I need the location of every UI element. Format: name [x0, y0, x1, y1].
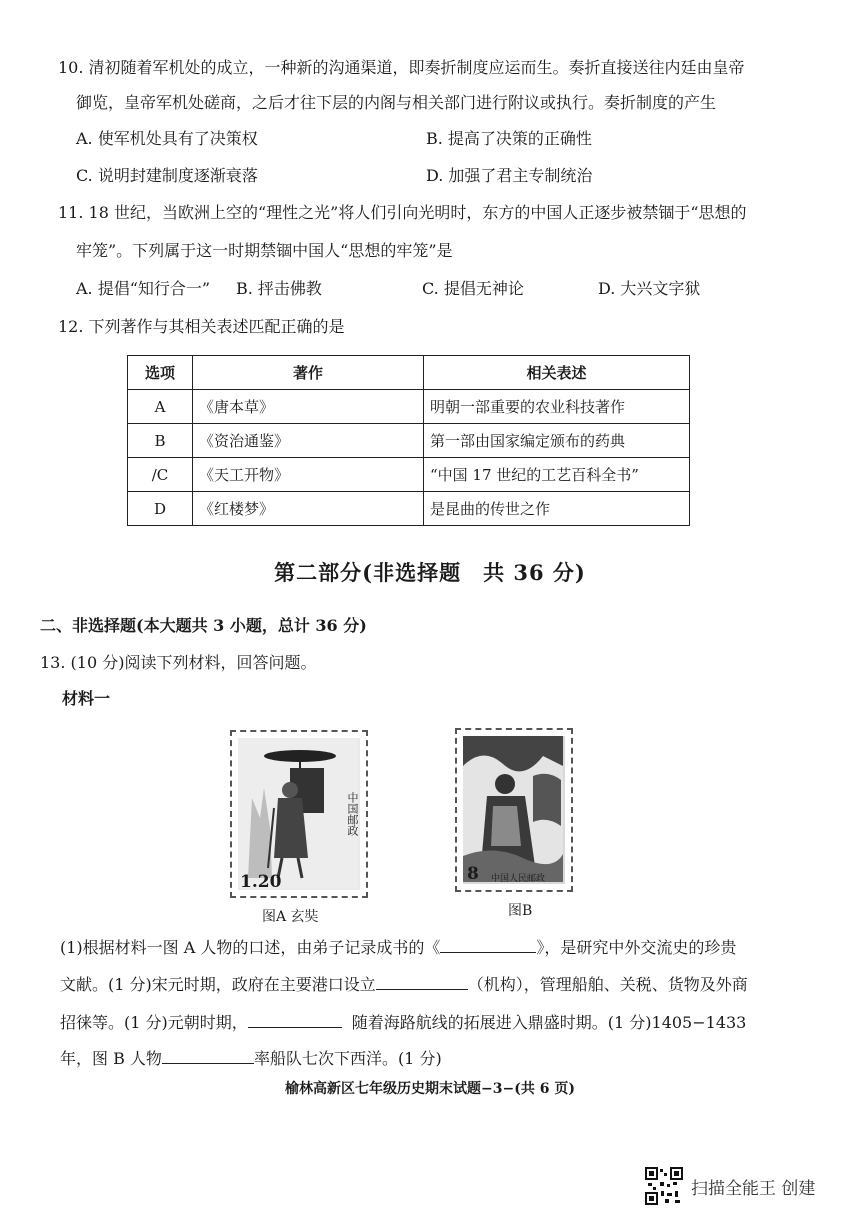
q12-stem: 12. 下列著作与其相关表述匹配正确的是: [58, 317, 345, 336]
table-cell-description: 明朝一部重要的农业科技著作: [424, 390, 690, 424]
table-cell-option: D: [128, 492, 193, 526]
q10-option-d: D. 加强了君主专制统治: [426, 166, 593, 185]
q10-line1: 10. 清初随着军机处的成立，一种新的沟通渠道，即奏折制度应运而生。奏折直接送往内廷由皇帝: [58, 58, 745, 77]
part2-title: 第二部分(非选择题 共 36 分): [274, 560, 586, 585]
q11-option-b: B. 抨击佛教: [236, 279, 322, 298]
q10-line2: 御览，皇帝军机处磋商，之后才往下层的内阁与相关部门进行附议或执行。奏折制度的产生: [76, 93, 717, 112]
table-cell-option: A: [128, 390, 193, 424]
answer-blank-3[interactable]: [248, 1027, 342, 1028]
q13-1-line2: [60, 974, 748, 996]
table-cell-work: 《天工开物》: [193, 458, 424, 492]
xuanzang-figure-icon: [238, 738, 358, 888]
q10-option-a: A. 使军机处具有了决策权: [76, 129, 258, 148]
table-row: [128, 492, 690, 526]
material-label: 材料一: [62, 689, 111, 708]
stamp-a-value: 1.20: [240, 872, 282, 892]
table-header-row: [128, 356, 690, 390]
table-header-description: 相关表述: [424, 356, 690, 390]
table-cell-description: “中国 17 世纪的工艺百科全书”: [424, 458, 690, 492]
q13-1-text: 年，图 B 人物: [60, 1049, 162, 1068]
q10-option-b: B. 提高了决策的正确性: [426, 129, 592, 148]
q13-1-text: 招徕等。(1 分)元朝时期，: [60, 1013, 248, 1032]
caption-b: 图B: [508, 903, 533, 919]
table-cell-option: B: [128, 424, 193, 458]
page-footer: 榆林高新区七年级历史期末试题−3−(共 6 页): [285, 1081, 575, 1097]
q13-1-text: （机构），管理船舶、关税、货物及外商: [467, 975, 748, 994]
q11-option-d: D. 大兴文字狱: [598, 279, 701, 298]
q13-1-line3: [60, 1012, 746, 1034]
q13-1-text: 》，是研究中外交流史的珍贵: [536, 938, 737, 957]
q11-option-c: C. 提倡无神论: [422, 279, 524, 298]
table-row: [128, 424, 690, 458]
answer-blank-4[interactable]: [162, 1063, 254, 1064]
answer-blank-1[interactable]: [440, 952, 536, 953]
table-cell-option: /C: [128, 458, 193, 492]
q13-1-text: 随着海路航线的拓展进入鼎盛时期。(1 分)1405−1433: [351, 1013, 747, 1032]
table-cell-work: 《唐本草》: [193, 390, 424, 424]
q10-option-c: C. 说明封建制度逐渐衰落: [76, 166, 258, 185]
table-cell-description: 是昆曲的传世之作: [424, 492, 690, 526]
q13-stem: 13. (10 分)阅读下列材料，回答问题。: [40, 653, 317, 672]
table-row: [128, 390, 690, 424]
zheng-he-figure-icon: [463, 736, 563, 882]
stamp-a-text: 中国邮政: [346, 792, 359, 836]
q11-option-a: A. 提倡“知行合一”: [76, 279, 211, 298]
q13-1-text: (1)根据材料一图 A 人物的口述，由弟子记录成书的《: [60, 938, 441, 957]
qr-code-icon: [645, 1167, 683, 1205]
table-cell-work: 《红楼梦》: [193, 492, 424, 526]
stamp-b-image: [455, 728, 573, 892]
stamp-b-value: 8: [467, 864, 479, 884]
q13-1-text: 文献。(1 分)宋元时期，政府在主要港口设立: [60, 975, 376, 994]
q13-1-line1: [60, 937, 736, 959]
caption-a: 图A 玄奘: [262, 909, 319, 925]
table-cell-description: 第一部由国家编定颁布的药典: [424, 424, 690, 458]
answer-blank-2[interactable]: [376, 989, 468, 990]
section-heading: 二、非选择题(本大题共 3 小题，总计 36 分): [40, 616, 367, 635]
q13-1-line4: [60, 1048, 442, 1070]
table-row: [128, 458, 690, 492]
stamp-b-text: 中国人民邮政: [491, 874, 546, 884]
scanner-brand: [645, 1167, 815, 1205]
table-header-option: 选项: [128, 356, 193, 390]
q11-line2: 牢笼”。下列属于这一时期禁锢中国人“思想的牢笼”是: [76, 241, 453, 260]
table-cell-work: 《资治通鉴》: [193, 424, 424, 458]
brand-label: 扫描全能王 创建: [691, 1178, 816, 1199]
q12-table: [127, 355, 690, 526]
table-header-work: 著作: [193, 356, 424, 390]
q11-line1: 11. 18 世纪，当欧洲上空的“理性之光”将人们引向光明时，东方的中国人正逐步被禁锢于“思想的: [58, 203, 747, 222]
q13-1-text: 率船队七次下西洋。(1 分): [253, 1049, 442, 1068]
stamp-a-image: [230, 730, 368, 898]
